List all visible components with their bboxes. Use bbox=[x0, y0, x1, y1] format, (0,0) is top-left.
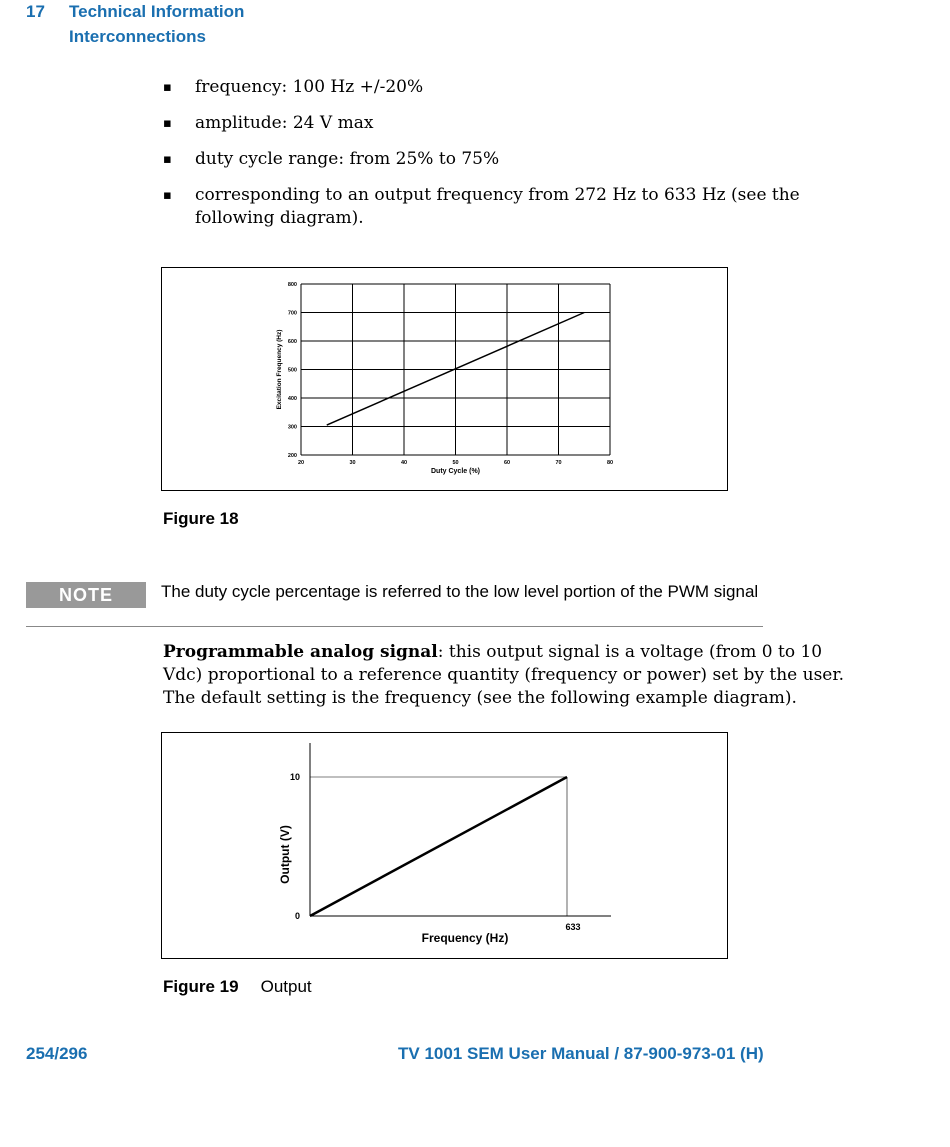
list-item bbox=[163, 148, 803, 171]
bullet-icon: ▪ bbox=[163, 116, 172, 131]
series-line bbox=[310, 777, 567, 916]
chapter-number: 17 bbox=[26, 2, 45, 21]
y-tick-label: 500 bbox=[287, 367, 297, 374]
list-item bbox=[163, 112, 803, 135]
figure-18-chart bbox=[162, 268, 727, 490]
x-tick-label: 30 bbox=[349, 460, 356, 466]
paragraph-bold-lead: Programmable analog signal bbox=[163, 642, 438, 662]
x-tick-label: 50 bbox=[452, 460, 459, 466]
paragraph bbox=[163, 641, 853, 710]
figure-19-caption bbox=[163, 977, 312, 997]
y-axis-label: Excitation Frequency (Hz) bbox=[276, 329, 283, 410]
x-tick-label: 80 bbox=[606, 460, 614, 466]
section-title: Interconnections bbox=[69, 27, 206, 46]
list-item-text: corresponding to an output frequency from 272 Hz to 633 Hz (see the following diagram). bbox=[195, 185, 800, 228]
list-item-text: amplitude: 24 V max bbox=[195, 113, 374, 133]
figure-19-frame bbox=[161, 732, 728, 959]
figure-19-caption-text: Output bbox=[260, 977, 312, 996]
list-item bbox=[163, 76, 803, 99]
x-tick-label: 70 bbox=[555, 460, 562, 466]
y-tick-label: 300 bbox=[287, 424, 297, 431]
chapter-title: Technical Information bbox=[69, 2, 245, 21]
y-axis-label: Output (V) bbox=[278, 825, 292, 884]
list-item-text: duty cycle range: from 25% to 75% bbox=[195, 149, 500, 169]
figure-19-chart bbox=[162, 733, 727, 958]
y-tick-label: 0 bbox=[294, 911, 300, 921]
y-tick-label: 200 bbox=[287, 453, 297, 459]
bullet-icon: ▪ bbox=[163, 152, 172, 167]
x-tick-label: 633 bbox=[565, 922, 581, 932]
bullet-icon: ▪ bbox=[163, 188, 172, 203]
y-tick-label: 600 bbox=[287, 339, 297, 345]
x-axis-label: Frequency (Hz) bbox=[421, 931, 509, 945]
x-tick-label: 20 bbox=[297, 460, 305, 466]
note-badge: NOTE bbox=[26, 582, 146, 608]
x-tick-label: 60 bbox=[503, 460, 511, 466]
divider bbox=[26, 626, 763, 627]
y-tick-label: 800 bbox=[287, 282, 297, 288]
list-item bbox=[163, 184, 803, 230]
page-number: 254/296 bbox=[26, 1044, 88, 1063]
bullet-list bbox=[163, 76, 803, 243]
paragraph-text: : this output signal is a voltage (from 0 to 10 Vdc) proportional to a reference quantity (frequency or power) set by the user. The default setting is the frequency (see the following example diagram). bbox=[163, 642, 845, 708]
x-tick-label: 40 bbox=[400, 460, 408, 466]
note-text: The duty cycle percentage is referred to the low level portion of the PWM signal bbox=[161, 582, 759, 601]
figure-18-frame bbox=[161, 267, 728, 491]
y-tick-label: 10 bbox=[289, 772, 300, 782]
figure-18-label: Figure 18 bbox=[163, 509, 239, 528]
y-tick-label: 400 bbox=[287, 396, 297, 402]
figure-18-caption bbox=[163, 509, 261, 529]
y-tick-label: 700 bbox=[287, 310, 297, 317]
manual-title: TV 1001 SEM User Manual / 87-900-973-01 (H) bbox=[398, 1044, 764, 1063]
bullet-icon: ▪ bbox=[163, 80, 172, 95]
figure-19-label: Figure 19 bbox=[163, 977, 239, 996]
x-axis-label: Duty Cycle (%) bbox=[430, 468, 481, 475]
list-item-text: frequency: 100 Hz +/-20% bbox=[195, 77, 424, 97]
